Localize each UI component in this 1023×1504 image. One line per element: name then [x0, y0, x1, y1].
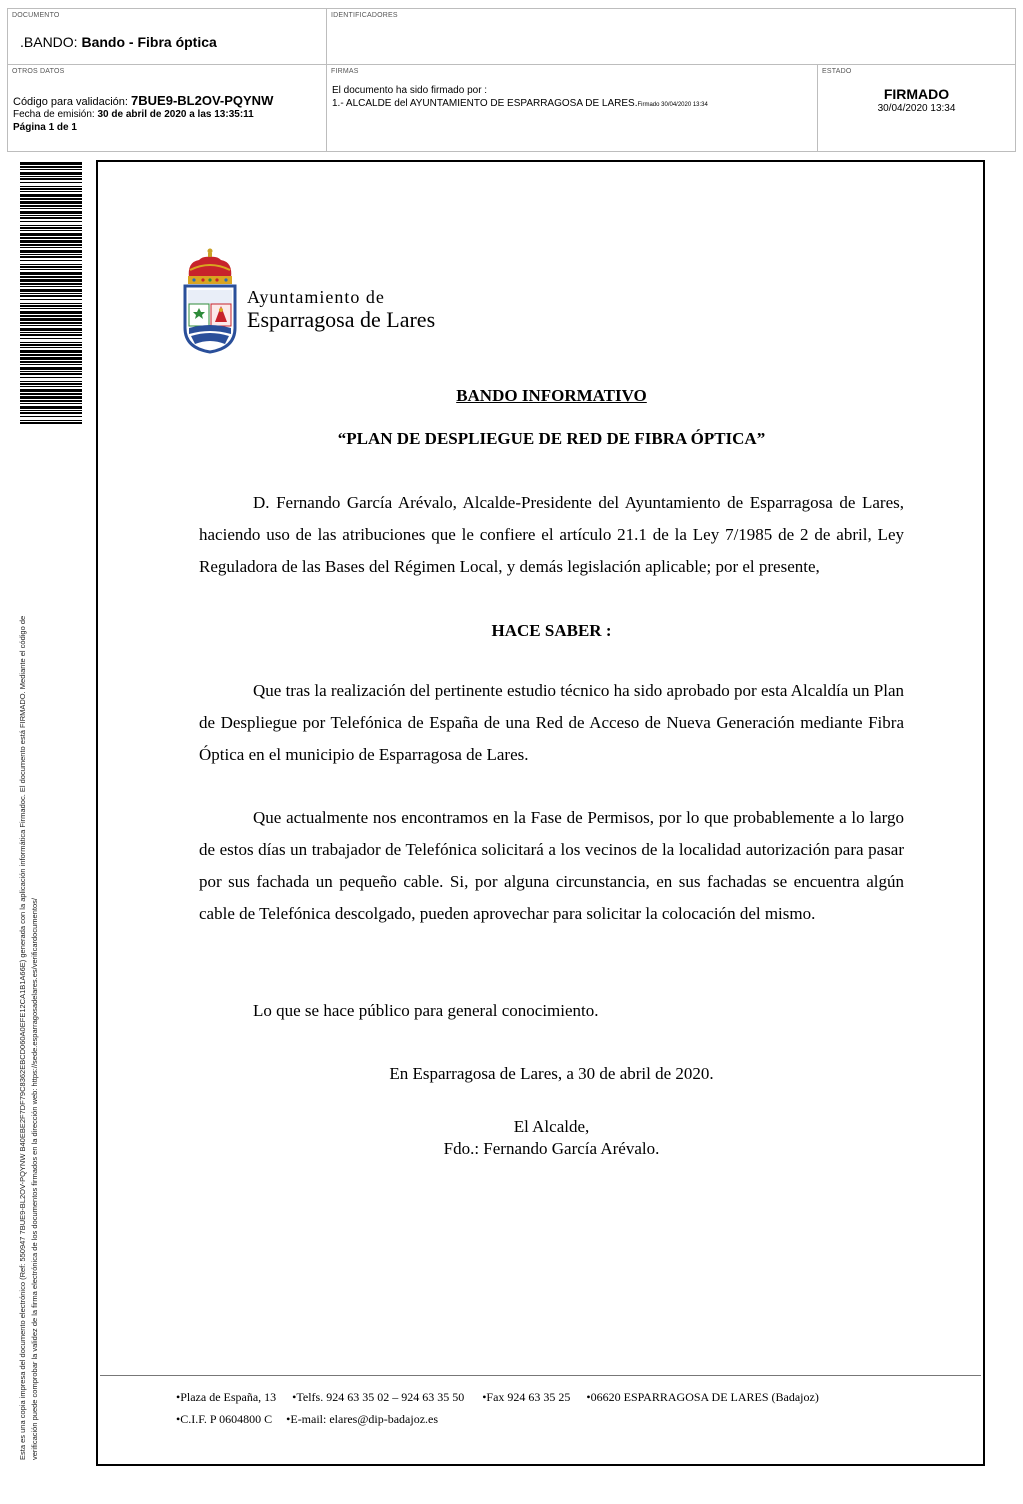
side-text-line2: verificación puede comprobar la validez de la firma electrónica de los documentos firmados en la dirección web: https://sede.esparragosadelares.es/verificardocumentos/ [30, 898, 39, 1460]
status-date: 30/04/2020 13:34 [877, 103, 956, 114]
signed-timestamp: Firmado 30/04/2020 13:34 [637, 102, 708, 108]
estado-cell [818, 65, 1015, 151]
identificadores-label: IDENTIFICADORES [331, 12, 398, 19]
document-title [20, 34, 217, 50]
signer-text: 1.- ALCALDE del AYUNTAMIENTO DE ESPARRAGOSA DE LARES. [332, 98, 638, 109]
firmas-cell [327, 65, 818, 151]
signed-by-intro: El documento ha sido firmado por : [332, 85, 488, 96]
paragraph-intro-text: D. Fernando García Arévalo, Alcalde-Presidente del Ayuntamiento de Esparragosa de Lares, haciendo uso de las atribuciones que le confiere el artículo 21.1 de la Ley 7/1985 de 2 de abril, Ley Reguladora de las Bases del Régimen Local, y demás legislación aplicable; por el presente, [199, 493, 904, 576]
validation-code-label: Código para validación: [13, 96, 128, 108]
paragraph-plan-text: Que tras la realización del pertinente estudio técnico ha sido aprobado por esta Alcaldía un Plan de Despliegue por Telefónica de España de una Red de Acceso de Nueva Generación mediante Fibra Óptica en el municipio de Esparragosa de Lares. [199, 681, 904, 764]
documento-cell [8, 9, 327, 65]
coat-of-arms-icon [181, 248, 239, 354]
validation-code-value: 7BUE9-BL2OV-PQYNW [131, 93, 274, 108]
side-text-line1: Esta es una copia impresa del documento electrónico (Ref: 550947 7BUE9-BL2OV-PQYNW B40EBE2F7DF79C8362EBCD060A0EFE12CA1B1A66E) generada con la aplicación informática Firmadoc. El documento está FIRMADO. Mediante el código de [18, 615, 27, 1460]
footer-line2 [176, 1412, 438, 1427]
identificadores-cell [327, 9, 1015, 65]
signer-line [332, 98, 708, 109]
firmas-label: FIRMAS [331, 68, 359, 75]
footer-city: •06620 ESPARRAGOSA DE LARES (Badajoz) [586, 1390, 819, 1404]
footer-address: •Plaza de España, 13 [176, 1390, 277, 1404]
status-value: FIRMADO [883, 86, 950, 102]
paragraph-permisos-text: Que actualmente nos encontramos en la Fase de Permisos, por lo que probablemente a lo largo de estos días un trabajador de Telefónica solicitará a los vecinos de la localidad autorización para pasar por sus fachada un pequeño cable. Si, por alguna circunstancia, en sus fachadas se encuentra algún cable de Telefónica descolgado, pueden aprovechar para solicitar la colocación del mismo. [199, 808, 904, 923]
documento-label: DOCUMENTO [12, 12, 60, 19]
issue-date-label: Fecha de emisión: [13, 109, 95, 120]
bando-title: BANDO INFORMATIVO [456, 386, 647, 405]
footer-fax: •Fax 924 63 35 25 [482, 1390, 571, 1404]
otros-datos-cell [8, 65, 327, 151]
hace-saber-heading: HACE SABER : [491, 621, 612, 640]
paragraph-publico-text: Lo que se hace público para general conocimiento. [253, 1001, 599, 1020]
footer-line1 [176, 1390, 819, 1405]
otros-datos-label: OTROS DATOS [12, 68, 65, 75]
signature-name: Fdo.: Fernando García Arévalo. [443, 1139, 660, 1158]
org-name-line2: Esparragosa de Lares [247, 307, 436, 332]
footer-divider [100, 1375, 981, 1376]
document-header-table [7, 8, 1016, 152]
paragraph-permisos [199, 802, 904, 930]
verification-side-text [17, 460, 41, 1460]
paragraph-intro [199, 487, 904, 583]
page-count: Página 1 de 1 [13, 122, 77, 133]
org-name-line1: Ayuntamiento de [247, 287, 385, 307]
footer-cif: •C.I.F. P 0604800 C [176, 1412, 273, 1426]
estado-label: ESTADO [822, 68, 852, 75]
signature-role: El Alcalde, [513, 1117, 590, 1136]
issue-date-value: 30 de abril de 2020 a las 13:35:11 [97, 109, 254, 120]
paragraph-plan [199, 675, 904, 771]
footer-phones: •Telfs. 924 63 35 02 – 924 63 35 50 [292, 1390, 465, 1404]
document-prefix: .BANDO: [20, 34, 78, 50]
validation-code [13, 93, 273, 108]
footer-email: •E-mail: elares@dip-badajoz.es [286, 1412, 439, 1426]
bando-subtitle: “PLAN DE DESPLIEGUE DE RED DE FIBRA ÓPTICA” [337, 429, 766, 448]
paragraph-publico [199, 995, 904, 1027]
place-and-date: En Esparragosa de Lares, a 30 de abril de 2020. [389, 1064, 714, 1083]
issue-date [13, 109, 254, 120]
document-title-text: Bando - Fibra óptica [81, 34, 217, 50]
